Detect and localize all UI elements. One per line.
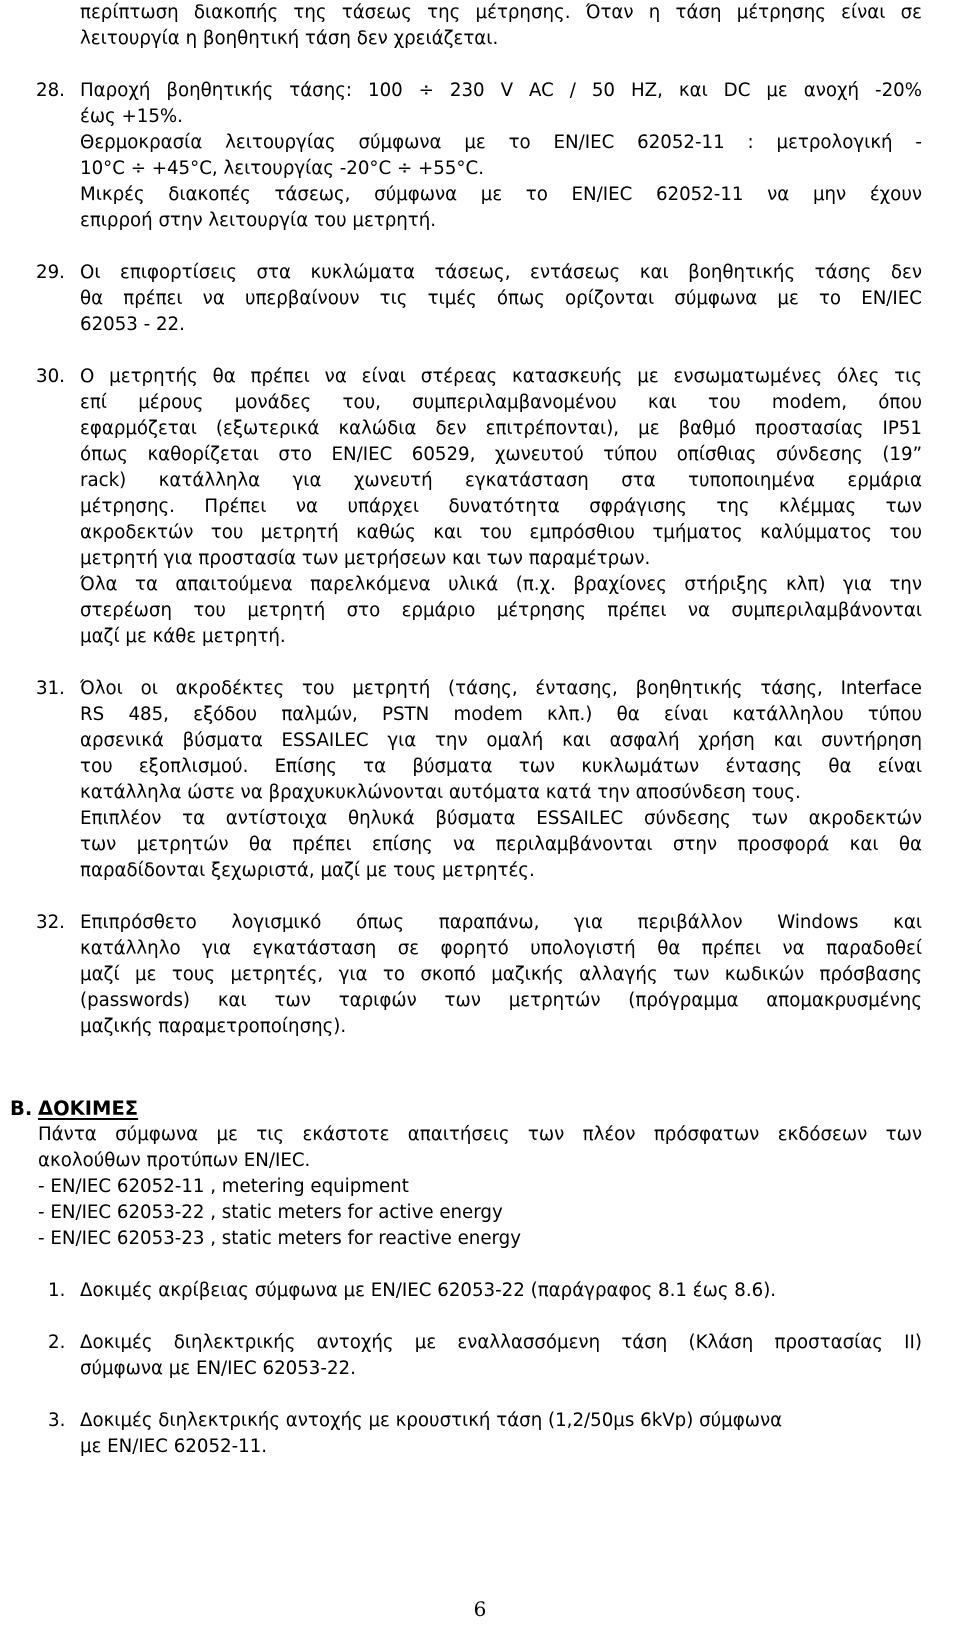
test-3-number: 3. xyxy=(48,1410,66,1431)
item-30-line-7: ακροδεκτών του μετρητή καθώς και του εμπρόσθιου τμήματος καλύμματος του xyxy=(80,522,922,543)
item-31-number: 31. xyxy=(36,678,65,699)
item-30-line-11: μαζί με κάθε μετρητή. xyxy=(80,626,286,647)
section-intro-line-1: Πάντα σύμφωνα με τις εκάστοτε απαιτήσεις των πλέον πρόσφατων εκδόσεων των xyxy=(38,1124,922,1145)
item-28-line-3: Θερμοκρασία λειτουργίας σύμφωνα με το EN/IEC 62052-11 : μετρολογική - xyxy=(80,132,922,153)
item-31-line-6: Επιπλέον τα αντίστοιχα θηλυκά βύσματα ESSAILEC σύνδεσης των ακροδεκτών xyxy=(80,808,922,829)
item-28-line-5: Μικρές διακοπές τάσεως, σύμφωνα με το EN/IEC 62052-11 να μην έχουν xyxy=(80,184,922,205)
item-31-line-5: κατάλληλα ώστε να βραχυκυκλώνονται αυτόματα κατά την αποσύνδεση τους. xyxy=(80,782,801,803)
section-letter: Β. xyxy=(10,1097,33,1120)
item-32-line-1: Επιπρόσθετο λογισμικό όπως παραπάνω, για περιβάλλον Windows και xyxy=(80,912,922,933)
item-30-number: 30. xyxy=(36,366,65,387)
section-title: ΔΟΚΙΜΕΣ xyxy=(38,1097,139,1120)
item-30-line-3: εφαρμόζεται (εξωτερικά καλώδια δεν επιτρέπονται), με βαθμό προστασίας IP51 xyxy=(80,418,922,439)
item-29-line-2: θα πρέπει να υπερβαίνουν τις τιμές όπως ορίζονται σύμφωνα με το EN/IEC xyxy=(80,288,922,309)
item-32-line-5: μαζικής παραμετροποίησης). xyxy=(80,1016,347,1037)
test-3-line-2: με EN/IEC 62052-11. xyxy=(80,1436,268,1457)
item-31-line-3: αρσενικά βύσματα ESSAILEC για την ομαλή και ασφαλή χρήση και συντήρηση xyxy=(80,730,922,751)
item-30-line-8: μετρητή για προστασία των μετρήσεων και των παραμέτρων. xyxy=(80,548,651,569)
item-30-line-6: μέτρησης. Πρέπει να υπάρχει δυνατότητα σφράγισης της κλέμμας των xyxy=(80,496,922,517)
standard-item: - EN/IEC 62052-11 , metering equipment xyxy=(38,1176,409,1197)
test-2-number: 2. xyxy=(48,1332,66,1353)
intro-line-1: περίπτωση διακοπής της τάσεως της μέτρησης. Όταν η τάση μέτρησης είναι σε xyxy=(80,2,922,23)
item-29-line-1: Οι επιφορτίσεις στα κυκλώματα τάσεως, εντάσεως και βοηθητικής τάσης δεν xyxy=(80,262,922,283)
item-30-line-2: επί μέρους μονάδες του, συμπεριλαμβανομένου και του modem, όπου xyxy=(80,392,922,413)
test-2-line-1: Δοκιμές διηλεκτρικής αντοχής με εναλλασσόμενη τάση (Κλάση προστασίας ΙΙ) xyxy=(80,1332,922,1353)
standard-item: - EN/IEC 62053-23 , static meters for reactive energy xyxy=(38,1228,521,1249)
intro-line-2: λειτουργία η βοηθητική τάση δεν χρειάζεται. xyxy=(80,28,499,49)
item-31-line-2: RS 485, εξόδου παλμών, PSTN modem κλπ.) θα είναι κατάλληλου τύπου xyxy=(80,704,922,725)
item-30-line-1: Ο μετρητής θα πρέπει να είναι στέρεας κατασκευής με ενσωματωμένες όλες τις xyxy=(80,366,922,387)
item-28-line-6: επιρροή στην λειτουργία του μετρητή. xyxy=(80,210,437,231)
test-1-line-1: Δοκιμές ακρίβειας σύμφωνα με EN/IEC 62053-22 (παράγραφος 8.1 έως 8.6). xyxy=(80,1280,777,1301)
item-28-line-2: έως +15%. xyxy=(80,106,183,127)
item-28-number: 28. xyxy=(36,80,65,101)
item-28-line-4: 10°C ÷ +45°C, λειτουργίας -20°C ÷ +55°C. xyxy=(80,158,484,179)
item-31-line-7: των μετρητών θα πρέπει επίσης να περιλαμβάνονται στην προσφορά και θα xyxy=(80,834,922,855)
test-2-line-2: σύμφωνα με EN/IEC 62053-22. xyxy=(80,1358,356,1379)
item-31-line-4: του εξοπλισμού. Επίσης τα βύσματα των κυκλωμάτων έντασης θα είναι xyxy=(80,756,922,777)
test-3-line-1: Δοκιμές διηλεκτρικής αντοχής με κρουστική τάση (1,2/50μs 6kVp) σύμφωνα xyxy=(80,1410,783,1431)
item-29-number: 29. xyxy=(36,262,65,283)
item-28-line-1: Παροχή βοηθητικής τάσης: 100 ÷ 230 V AC / 50 HZ, και DC με ανοχή -20% xyxy=(80,80,922,101)
item-32-line-3: μαζί με τους μετρητές, για το σκοπό μαζικής αλλαγής των κωδικών πρόσβασης xyxy=(80,964,922,985)
item-30-line-4: όπως καθορίζεται στο EN/IEC 60529, χωνευτού τύπου οπίσθιας σύνδεσης (19” xyxy=(80,444,922,465)
item-30-line-9: Όλα τα απαιτούμενα παρελκόμενα υλικά (π.χ. βραχίονες στήριξης κλπ) για την xyxy=(80,574,922,595)
item-31-line-8: παραδίδονται ξεχωριστά, μαζί με τους μετρητές. xyxy=(80,860,535,881)
standard-item: - EN/IEC 62053-22 , static meters for active energy xyxy=(38,1202,503,1223)
test-1-number: 1. xyxy=(48,1280,66,1301)
item-32-number: 32. xyxy=(36,912,65,933)
item-29-line-3: 62053 - 22. xyxy=(80,314,185,335)
item-31-line-1: Όλοι οι ακροδέκτες του μετρητή (τάσης, έντασης, βοηθητικής τάσης, Interface xyxy=(80,678,922,699)
item-30-line-5: rack) κατάλληλα για χωνευτή εγκατάσταση στα τυποποιημένα ερμάρια xyxy=(80,470,922,491)
page-number: 6 xyxy=(473,1597,487,1621)
item-30-line-10: στερέωση του μετρητή στο ερμάριο μέτρησης πρέπει να συμπεριλαμβάνονται xyxy=(80,600,922,621)
section-intro-line-2: ακολούθων προτύπων EN/IEC. xyxy=(38,1150,311,1171)
item-32-line-2: κατάλληλο για εγκατάσταση σε φορητό υπολογιστή θα πρέπει να παραδοθεί xyxy=(80,938,922,959)
item-32-line-4: (passwords) και των ταριφών των μετρητών (πρόγραμμα απομακρυσμένης xyxy=(80,990,922,1011)
